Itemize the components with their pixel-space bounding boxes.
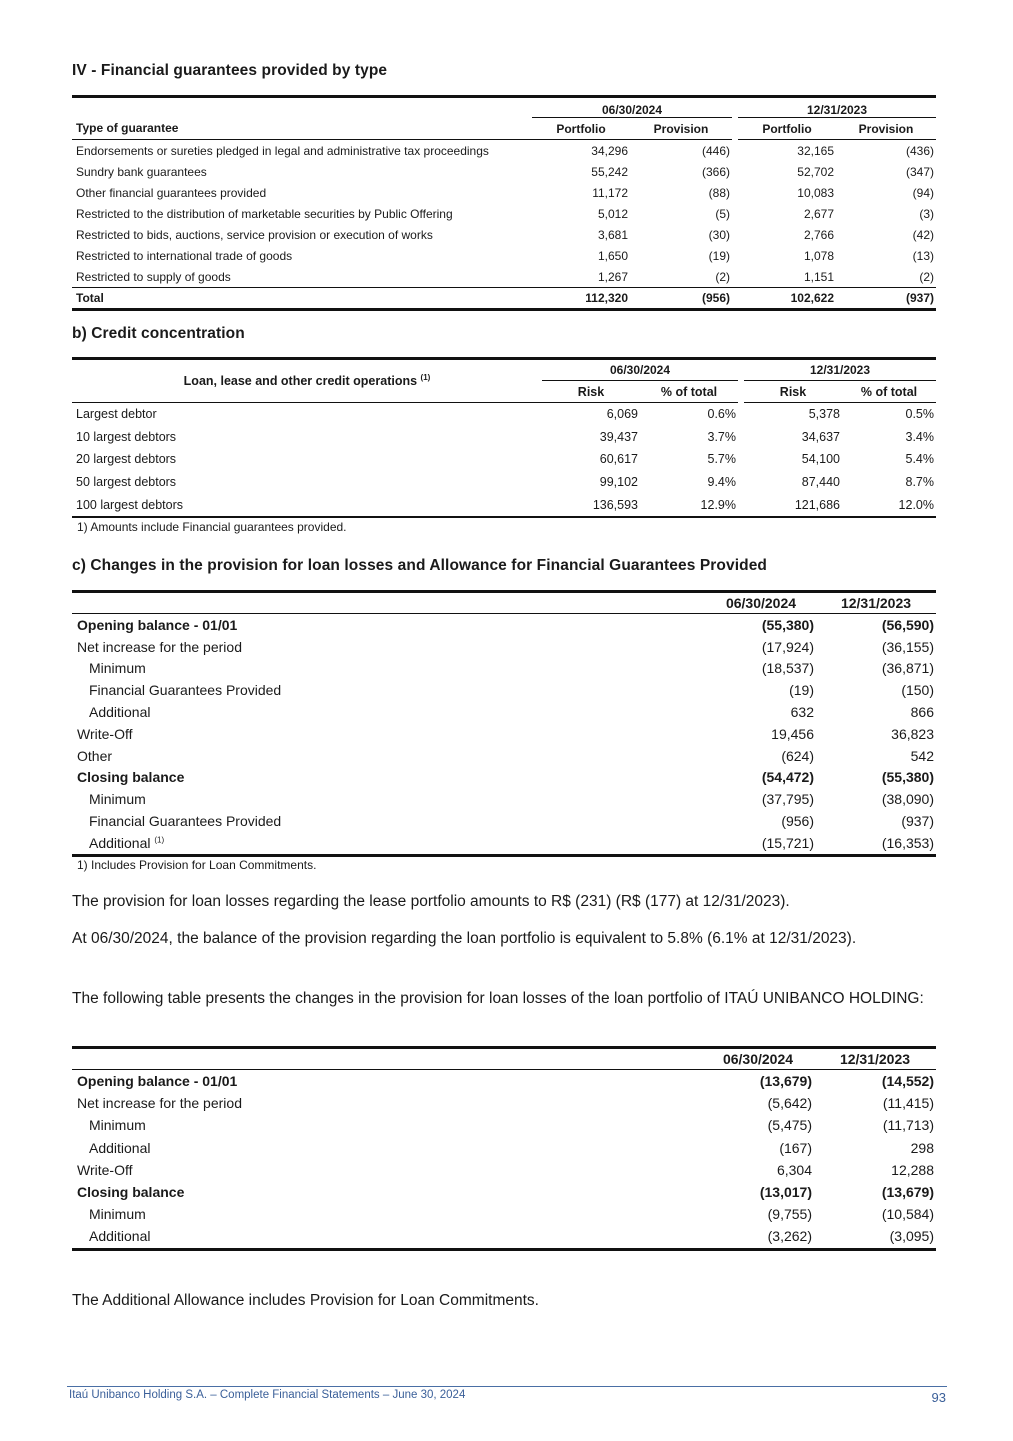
cell-value: (5,642) [767, 1095, 812, 1112]
col-pct-header: % of total [640, 381, 738, 403]
cell-value: (956) [630, 288, 732, 310]
table-title-text: Loan, lease and other credit operations [183, 374, 418, 388]
cell-value: 3.7% [707, 429, 736, 444]
row-label: 10 largest debtors [76, 429, 177, 444]
table-row [72, 788, 936, 810]
cell-value: 1,267 [597, 269, 628, 284]
table-row [72, 767, 936, 789]
cell-value: 121,686 [744, 493, 842, 517]
col-risk-header: Risk [542, 381, 640, 403]
cell-value: (366) [701, 164, 730, 179]
row-label: 20 largest debtors [76, 452, 177, 467]
cell-value: (55,380) [761, 616, 814, 633]
cell-value: (10,584) [881, 1206, 934, 1223]
table-row [72, 701, 936, 723]
table-row [72, 266, 936, 288]
row-label-text: Additional [89, 834, 151, 851]
period-header-2: 12/31/2023 [814, 1049, 936, 1070]
cell-value: (436) [905, 143, 934, 158]
cell-value: 34,296 [591, 143, 628, 158]
cell-value: (94) [912, 185, 934, 200]
cell-value: (3,095) [814, 1225, 936, 1249]
cell-value: (13,017) [759, 1184, 812, 1201]
table-row [72, 810, 936, 832]
total-label: Total [72, 288, 532, 310]
table-row [72, 1181, 936, 1203]
cell-value: 11,172 [592, 185, 628, 200]
table-row [72, 614, 936, 636]
row-label: Restricted to international trade of goods [76, 248, 293, 263]
table-row [72, 1159, 936, 1181]
cell-value: (2) [919, 269, 934, 284]
loan-portfolio-provision-table [72, 1046, 936, 1251]
cell-value: 12.9% [640, 493, 738, 517]
cell-value: 6,069 [606, 407, 638, 422]
cell-value: 60,617 [599, 452, 638, 467]
table-row [72, 471, 936, 494]
col-type-header: Type of guarantee [72, 118, 532, 140]
table-row [72, 723, 936, 745]
provision-changes-table [72, 590, 936, 857]
row-label: Net increase for the period [77, 1095, 242, 1112]
cell-value: (9,755) [767, 1206, 812, 1223]
footer-text: Itaú Unibanco Holding S.A. – Complete Financial Statements – June 30, 2024 [69, 1389, 466, 1401]
row-label: Additional [72, 1225, 702, 1249]
cell-value: (13,679) [759, 1073, 812, 1090]
table-row [72, 140, 936, 162]
row-label: Write-Off [77, 1161, 133, 1178]
table-row [72, 658, 936, 680]
cell-value: (2) [715, 269, 730, 284]
footnote: 1) Includes Provision for Loan Commitments. [77, 858, 317, 872]
row-label: Minimum [89, 791, 146, 808]
cell-value: 2,677 [803, 206, 834, 221]
cell-value: 32,165 [797, 143, 834, 158]
row-label: Minimum [89, 660, 146, 677]
row-label: Closing balance [77, 1184, 185, 1201]
row-label: Sundry bank guarantees [76, 164, 207, 179]
cell-value: (30) [708, 227, 730, 242]
section-c-title: c) Changes in the provision for loan losses and Allowance for Financial Guarantees Provided [72, 557, 767, 574]
table-row [72, 1137, 936, 1159]
cell-value: (956) [781, 813, 814, 830]
row-label: Endorsements or sureties pledged in legal and administrative tax proceedings [76, 143, 489, 158]
col-provision-header: Provision [836, 118, 936, 140]
cell-value: (19) [789, 682, 814, 699]
paragraph: The following table presents the changes in the provision for loan losses of the loan portfolio of ITAÚ UNIBANCO HOLDING: [72, 990, 924, 1007]
footnote-marker: (1) [420, 372, 431, 382]
row-label: Financial Guarantees Provided [89, 813, 282, 830]
paragraph: The provision for loan losses regarding the lease portfolio amounts to R$ (231) (R$ (177) at 12/31/2023). [72, 893, 790, 910]
cell-value: 5,012 [597, 206, 628, 221]
cell-value: 1,078 [803, 248, 834, 263]
cell-value: (446) [701, 143, 730, 158]
row-label: Closing balance [77, 769, 185, 786]
row-label [72, 832, 706, 855]
table-row [72, 245, 936, 266]
period-header-2: 12/31/2023 [744, 360, 936, 381]
cell-value: 136,593 [542, 493, 640, 517]
cell-value: (624) [781, 747, 814, 764]
cell-value: 632 [790, 704, 814, 721]
cell-value: (88) [708, 185, 730, 200]
row-label: Opening balance - 01/01 [77, 616, 238, 633]
table-title [72, 360, 542, 403]
cell-value: 10,083 [797, 185, 834, 200]
row-label: Financial Guarantees Provided [89, 682, 282, 699]
cell-value: 54,100 [801, 452, 840, 467]
cell-value: (17,924) [761, 638, 814, 655]
table-row [72, 745, 936, 767]
cell-value: 8.7% [905, 475, 934, 490]
cell-value: (19) [708, 248, 730, 263]
cell-value: (14,552) [881, 1073, 934, 1090]
cell-value: 5,378 [808, 407, 840, 422]
cell-value: (11,713) [882, 1117, 934, 1134]
cell-value: (937) [901, 813, 934, 830]
row-label: Restricted to supply of goods [76, 269, 231, 284]
table-row [72, 832, 936, 855]
cell-value: (38,090) [881, 791, 934, 808]
period-header-1: 06/30/2024 [702, 1049, 814, 1070]
cell-value: (150) [901, 682, 934, 699]
section-iv-title: IV - Financial guarantees provided by type [72, 62, 388, 79]
cell-value: 298 [910, 1139, 934, 1156]
cell-value: 112,320 [532, 288, 630, 310]
cell-value: (56,590) [881, 616, 934, 633]
footer-divider [67, 1386, 947, 1387]
footnote-marker: (1) [154, 835, 165, 845]
row-label: Other financial guarantees provided [76, 185, 267, 200]
cell-value: 0.6% [707, 407, 736, 422]
table-row [72, 493, 936, 517]
cell-value: (13) [912, 248, 934, 263]
row-label: Restricted to the distribution of marketable securities by Public Offering [76, 206, 453, 221]
cell-value: 5.7% [707, 452, 736, 467]
section-b-title: b) Credit concentration [72, 325, 245, 342]
period-header-1: 06/30/2024 [542, 360, 738, 381]
cell-value: (36,871) [881, 660, 934, 677]
row-label: Net increase for the period [77, 638, 242, 655]
row-label: 100 largest debtors [72, 493, 542, 517]
cell-value: (15,721) [706, 832, 816, 855]
table-row [72, 182, 936, 203]
guarantees-by-type-table [72, 95, 936, 311]
table-row [72, 448, 936, 471]
cell-value: 6,304 [776, 1161, 812, 1178]
period-header-1: 06/30/2024 [706, 593, 816, 614]
cell-value: 34,637 [801, 429, 840, 444]
cell-value: 36,823 [891, 725, 934, 742]
row-label: Additional [89, 704, 151, 721]
cell-value: 55,242 [591, 164, 628, 179]
cell-value: (18,537) [761, 660, 814, 677]
table-row [72, 426, 936, 449]
cell-value: (37,795) [761, 791, 814, 808]
cell-value: 3,681 [597, 227, 628, 242]
col-pct-header: % of total [842, 381, 936, 403]
cell-value: 3.4% [905, 429, 934, 444]
total-row [72, 288, 936, 310]
cell-value: 2,766 [803, 227, 834, 242]
cell-value: 0.5% [905, 407, 934, 422]
table-row [72, 1225, 936, 1249]
cell-value: (42) [912, 227, 934, 242]
row-label: Minimum [89, 1117, 146, 1134]
cell-value: 52,702 [797, 164, 834, 179]
cell-value: 866 [910, 704, 934, 721]
cell-value: (5,475) [767, 1117, 812, 1134]
row-label: Minimum [89, 1206, 146, 1223]
cell-value: 9.4% [707, 475, 736, 490]
col-risk-header: Risk [744, 381, 842, 403]
cell-value: 1,151 [803, 269, 834, 284]
cell-value: (13,679) [881, 1184, 934, 1201]
row-label: Write-Off [77, 725, 133, 742]
row-label: Additional [89, 1139, 151, 1156]
col-portfolio-header: Portfolio [738, 118, 836, 140]
row-label: Largest debtor [76, 407, 157, 422]
cell-value: (5) [715, 206, 730, 221]
cell-value: (167) [779, 1139, 812, 1156]
credit-concentration-table [72, 357, 936, 518]
table-row [72, 1203, 936, 1225]
table-row [72, 1070, 936, 1093]
table-row [72, 203, 936, 224]
cell-value: 542 [910, 747, 934, 764]
table-row [72, 403, 936, 426]
paragraph: At 06/30/2024, the balance of the provision regarding the loan portfolio is equivalent to 5.8% (6.1% at 12/31/2023). [72, 930, 857, 947]
period-header-1: 06/30/2024 [532, 98, 732, 118]
cell-value: (11,415) [882, 1095, 934, 1112]
col-portfolio-header: Portfolio [532, 118, 630, 140]
cell-value: 99,102 [599, 475, 638, 490]
cell-value: 12.0% [842, 493, 936, 517]
cell-value: 19,456 [771, 725, 814, 742]
cell-value: (937) [836, 288, 936, 310]
period-header-2: 12/31/2023 [816, 593, 936, 614]
cell-value: (3) [919, 206, 934, 221]
table-row [72, 161, 936, 182]
cell-value: (55,380) [881, 769, 934, 786]
table-row [72, 1092, 936, 1114]
table-row [72, 636, 936, 658]
paragraph: The Additional Allowance includes Provision for Loan Commitments. [72, 1292, 539, 1309]
cell-value: (3,262) [702, 1225, 814, 1249]
row-label: 50 largest debtors [76, 475, 177, 490]
row-label: Other [77, 747, 113, 764]
table-row [72, 224, 936, 245]
page-number: 93 [931, 1390, 946, 1405]
cell-value: 1,650 [597, 248, 628, 263]
col-provision-header: Provision [630, 118, 732, 140]
cell-value: 12,288 [891, 1161, 934, 1178]
table-row [72, 1114, 936, 1136]
period-header-2: 12/31/2023 [738, 98, 936, 118]
cell-value: (347) [905, 164, 934, 179]
row-label: Restricted to bids, auctions, service provision or execution of works [76, 227, 433, 242]
row-label: Opening balance - 01/01 [77, 1073, 238, 1090]
cell-value: 39,437 [599, 429, 638, 444]
footnote: 1) Amounts include Financial guarantees provided. [77, 520, 347, 534]
cell-value: 87,440 [801, 475, 840, 490]
cell-value: (36,155) [881, 638, 934, 655]
cell-value: (16,353) [816, 832, 936, 855]
table-row [72, 679, 936, 701]
cell-value: 5.4% [905, 452, 934, 467]
cell-value: 102,622 [738, 288, 836, 310]
cell-value: (54,472) [761, 769, 814, 786]
